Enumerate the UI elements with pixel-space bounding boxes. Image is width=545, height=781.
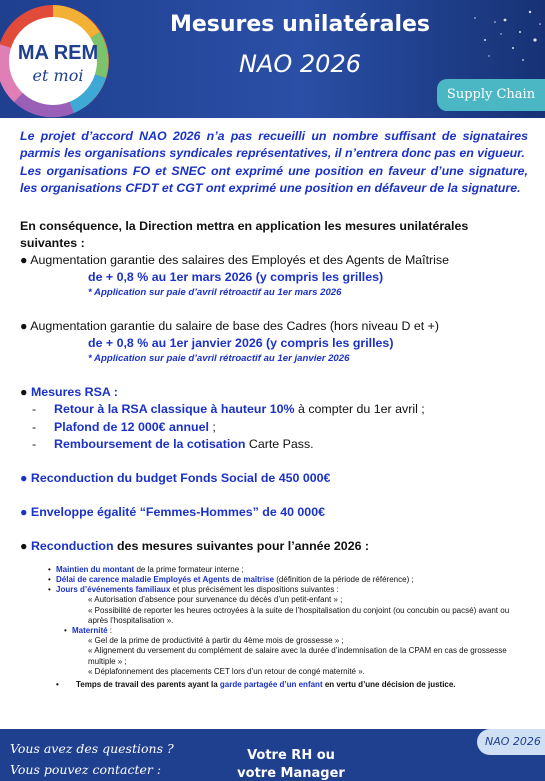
footer-badge: NAO 2026 xyxy=(477,729,545,755)
detail-bold: Maintien du montant xyxy=(56,564,135,574)
details-list xyxy=(20,565,528,690)
rsa-item: - Remboursement de la cotisation Carte Pass. xyxy=(32,437,314,452)
intro-paragraph-2: Les organisations FO et SNEC ont exprimé une position en faveur d’une signature, les organisations CFDT et CGT ont exprimé une position en défaveur de la signature. xyxy=(20,163,528,195)
detail-item xyxy=(20,585,528,595)
rsa-item-rest: ; xyxy=(208,419,216,434)
detail-subitem: « Autorisation d’absence pour survenance du décès d’un petit-enfant » ; xyxy=(88,595,343,605)
header-banner xyxy=(0,0,545,118)
logo-text: MA REM xyxy=(17,42,99,64)
detail-blue: garde partagée d’un enfant xyxy=(219,679,323,689)
measure-1-value: de + 0,8 % au 1er mars 2026 (y compris les grilles) xyxy=(88,270,384,285)
footer-contact-target: Votre RH ou votre Manager xyxy=(237,748,345,781)
supply-chain-tag: Supply Chain xyxy=(437,79,545,111)
measure-egalite: ● Enveloppe égalité “Femmes-Hommes” de 40 000€ xyxy=(20,504,325,519)
rsa-item: - Plafond de 12 000€ annuel ; xyxy=(32,419,216,434)
detail-bold: Jours d’événements familiaux xyxy=(56,585,171,595)
rsa-item-rest: Carte Pass. xyxy=(245,437,314,452)
detail-bold: Maternité xyxy=(72,625,108,635)
measure-2-note: * Application sur paie d’avril rétroactif au 1er janvier 2026 xyxy=(88,353,350,365)
main-content xyxy=(20,128,528,690)
detail-rest: : xyxy=(107,625,113,635)
logo-subtext: et moi xyxy=(32,66,84,85)
rsa-title xyxy=(20,384,528,401)
rsa-item-bold: Retour à la RSA classique à hauteur 10% xyxy=(54,402,295,417)
intro-paragraph-1: Le projet d’accord NAO 2026 n’a pas recueilli un nombre suffisant de signataires parmis les organisations syndicales représentatives, il n’entrera donc pas en vigueur. xyxy=(20,129,528,161)
reconduction-bullet: ● xyxy=(20,538,31,553)
detail-rest: et plus précisément les dispositions suivantes : xyxy=(170,585,339,595)
reconduction-rest: des mesures suivantes pour l’année 2026 : xyxy=(113,538,370,553)
measure-2-value: de + 0,8 % au 1er janvier 2026 (y compris les grilles) xyxy=(88,336,394,351)
footer-banner xyxy=(0,729,545,781)
rsa-item-bold: Remboursement de la cotisation xyxy=(54,437,246,452)
detail-item xyxy=(20,575,528,585)
detail-rest: (définition de la période de référence) ; xyxy=(274,574,414,584)
rsa-bullet: ● xyxy=(20,385,31,400)
footer-question: Vous avez des questions ? xyxy=(10,741,174,756)
reconduction-blue: Reconduction xyxy=(30,538,114,553)
detail-subitem: « Déplafonnement des placements CET lors d’un retour de congé maternité ». xyxy=(88,666,365,676)
measure-fonds-social: ● Reconduction du budget Fonds Social de 450 000€ xyxy=(20,470,331,485)
measure-2-text: ● Augmentation garantie du salaire de base des Cadres (hors niveau D et +) xyxy=(20,319,440,334)
measure-1-text: ● Augmentation garantie des salaires des Employés et des Agents de Maîtrise xyxy=(20,253,450,268)
page-subtitle: NAO 2026 xyxy=(239,50,361,78)
detail-bold: en vertu d’une décision de justice. xyxy=(322,679,456,689)
detail-subitem: « Alignement du versement du complément de salaire avec la durée d’indemnisation de la CPAM en cas de grossesse multiple » ; xyxy=(88,646,507,666)
consequence-text: En conséquence, la Direction mettra en application les mesures unilatérales suivantes : xyxy=(20,219,469,251)
rsa-item-bold: Plafond de 12 000€ annuel xyxy=(54,419,209,434)
detail-item xyxy=(20,626,528,636)
footer-contact: Vous pouvez contacter : xyxy=(10,762,162,777)
detail-bold: Temps de travail des parents ayant la xyxy=(76,679,220,689)
measure-1-note: * Application sur paie d’avril rétroactif au 1er mars 2026 xyxy=(88,287,342,299)
page-title: Mesures unilatérales xyxy=(169,12,431,37)
detail-item xyxy=(20,680,528,690)
measure-reconduction xyxy=(20,538,528,555)
detail-rest: de la prime formateur interne ; xyxy=(134,564,244,574)
rsa-item-rest: à compter du 1er avril ; xyxy=(294,402,425,417)
detail-item xyxy=(20,565,528,575)
detail-subitem: « Possibilité de reporter les heures octroyées à la suite de l’hospitalisation du conjoint (ou concubin ou pacsé) avant ou après l’hospitalisation ». xyxy=(88,605,510,625)
rsa-title-text: Mesures RSA : xyxy=(30,385,118,400)
detail-subitem: « Gel de la prime de productivité à partir du 4ème mois de grossesse » ; xyxy=(88,636,344,646)
detail-bold: Délai de carence maladie Employés et Agents de maîtrise xyxy=(56,574,275,584)
rsa-item: - Retour à la RSA classique à hauteur 10% à compter du 1er avril ; xyxy=(32,402,425,417)
